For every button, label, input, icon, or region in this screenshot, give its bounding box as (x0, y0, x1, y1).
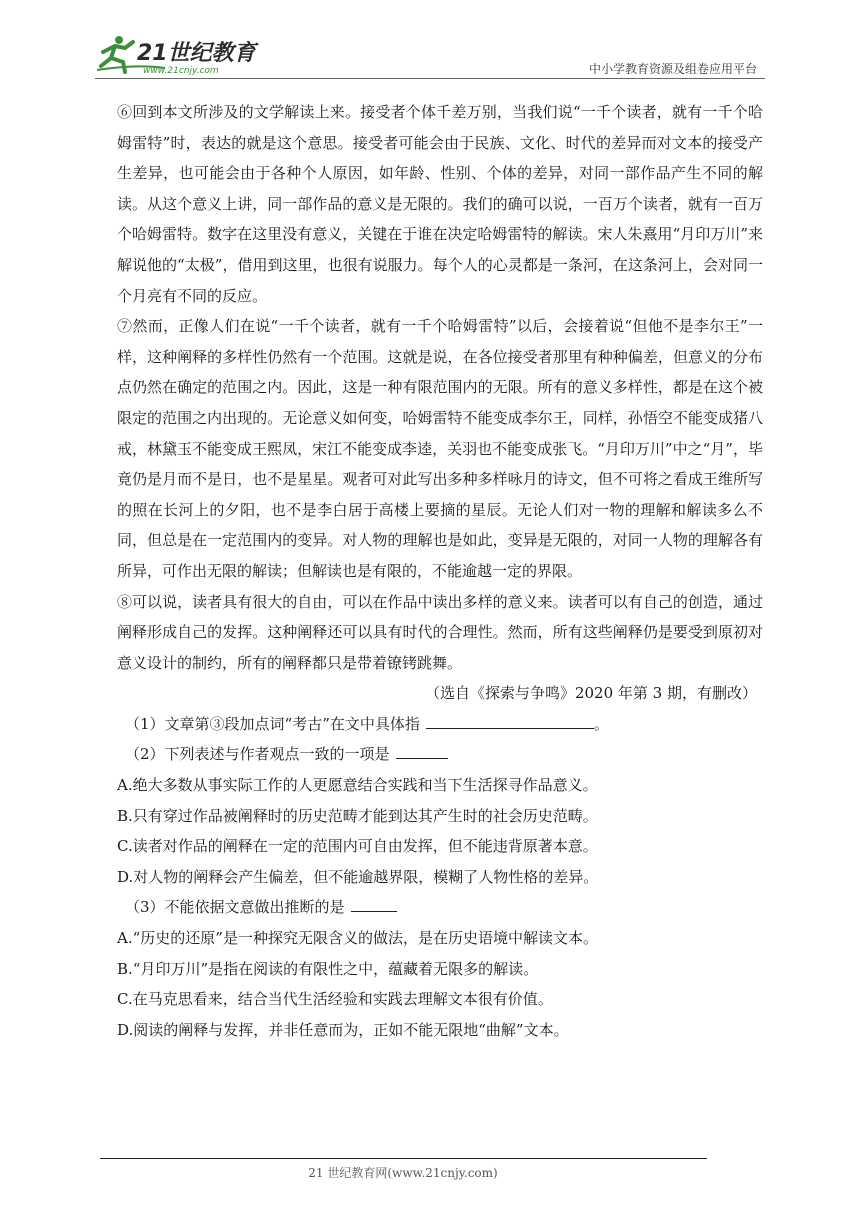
q3-option-d: D.阅读的阐释与发挥，并非任意而为，正如不能无限地“曲解”文本。 (117, 1020, 569, 1039)
question-3-text: （3）不能依据文意做出推断的是 (125, 898, 345, 917)
answer-blank-2[interactable] (396, 742, 448, 759)
page-footer: 21 世纪教育网(www.21cnjy.com) (308, 1166, 498, 1180)
svg-text:www.21cnjy.com: www.21cnjy.com (143, 66, 219, 76)
runner-logo-icon (95, 34, 270, 76)
platform-name: 中小学教育资源及组卷应用平台 (588, 62, 757, 76)
question-2 (117, 739, 763, 770)
answer-blank-1[interactable] (426, 712, 594, 729)
q3-option-b: B.“月印万川”是指在阅读的有限性之中，蕴藏着无限多的解读。 (117, 959, 539, 978)
q2-option-c: C.读者对作品的阐释在一定的范围内可自由发挥，但不能违背原著本意。 (117, 837, 598, 856)
q3-option-c: C.在马克思看来，结合当代生活经验和实践去理解文本很有价值。 (117, 990, 553, 1009)
answer-blank-3[interactable] (351, 895, 397, 912)
footer-divider (100, 1158, 707, 1159)
q3-option-a: A.“历史的还原”是一种探究无限含义的做法，是在历史语境中解读文本。 (117, 929, 598, 948)
q2-option-a: A.绝大多数从事实际工作的人更愿意结合实践和当下生活探寻作品意义。 (117, 776, 598, 795)
paragraph-8: ⑧可以说，读者具有很大的自由，可以在作品中读出多样的意义来。读者可以有自己的创造，通过阐释形成自己的发挥。这种阐释还可以具有时代的合理性。然而，所有这些阐释仍是要受到原初对意义设计的制约，所有的阐释都只是带着镣铐跳舞。 (117, 592, 763, 672)
document-body (117, 97, 763, 1045)
page-header (95, 30, 765, 80)
source-citation: （选自《探索与争鸣》2020 年第 3 期，有删改） (424, 684, 757, 703)
svg-text:21世纪教育: 21世纪教育 (137, 41, 256, 66)
logo (95, 34, 270, 76)
q2-option-d: D.对人物的阐释会产生偏差，但不能逾越界限，模糊了人物性格的差异。 (117, 867, 599, 886)
question-1-end: 。 (593, 714, 609, 733)
question-1-text: （1）文章第③段加点词“考古”在文中具体指 (125, 714, 420, 733)
question-3 (117, 892, 763, 923)
header-divider (95, 78, 765, 79)
q2-option-b: B.只有穿过作品被阐释时的历史范畴才能到达其产生时的社会历史范畴。 (117, 806, 598, 825)
question-1 (117, 709, 763, 740)
paragraph-6: ⑥回到本文所涉及的文学解读上来。接受者个体千差万别，当我们说“一千个读者，就有一千个哈姆雷特”时，表达的就是这个意思。接受者可能会由于民族、文化、时代的差异而对文本的接受产生差异，也可能会由于各种个人原因，如年龄、性别、个体的差异，对同一部作品产生不同的解读。从这个意义上讲，同一部作品的意义是无限的。我们的确可以说，一百万个读者，就有一百万个哈姆雷特。数字在这里没有意义，关键在于谁在决定哈姆雷特的解读。宋人朱熹用“月印万川”来解说他的“太极”，借用到这里，也很有说服力。每个人的心灵都是一条河，在这条河上，会对同一个月亮有不同的反应。 (117, 103, 763, 305)
paragraph-7: ⑦然而，正像人们在说“一千个读者，就有一千个哈姆雷特”以后，会接着说“但他不是李尔王”一样，这种阐释的多样性仍然有一个范围。这就是说，在各位接受者那里有种种偏差，但意义的分布点仍然在确定的范围之内。因此，这是一种有限范围内的无限。所有的意义多样性，都是在这个被限定的范围之内出现的。无论意义如何变，哈姆雷特不能变成李尔王，同样，孙悟空不能变成猪八戒，林黛玉不能变成王熙凤，宋江不能变成李逵，关羽也不能变成张飞。“月印万川”中之“月”，毕竟仍是月而不是日，也不是星星。观者可对此写出多种多样咏月的诗文，但不可将之看成王维所写的照在长河上的夕阳，也不是李白居于高楼上要摘的星辰。无论人们对一物的理解和解读多么不同，但总是在一定范围内的变异。对人物的理解也是如此，变异是无限的，对同一人物的理解各有所异，可作出无限的解读；但解读也是有限的，不能逾越一定的界限。 (117, 317, 763, 580)
question-2-text: （2）下列表述与作者观点一致的一项是 (125, 745, 390, 764)
